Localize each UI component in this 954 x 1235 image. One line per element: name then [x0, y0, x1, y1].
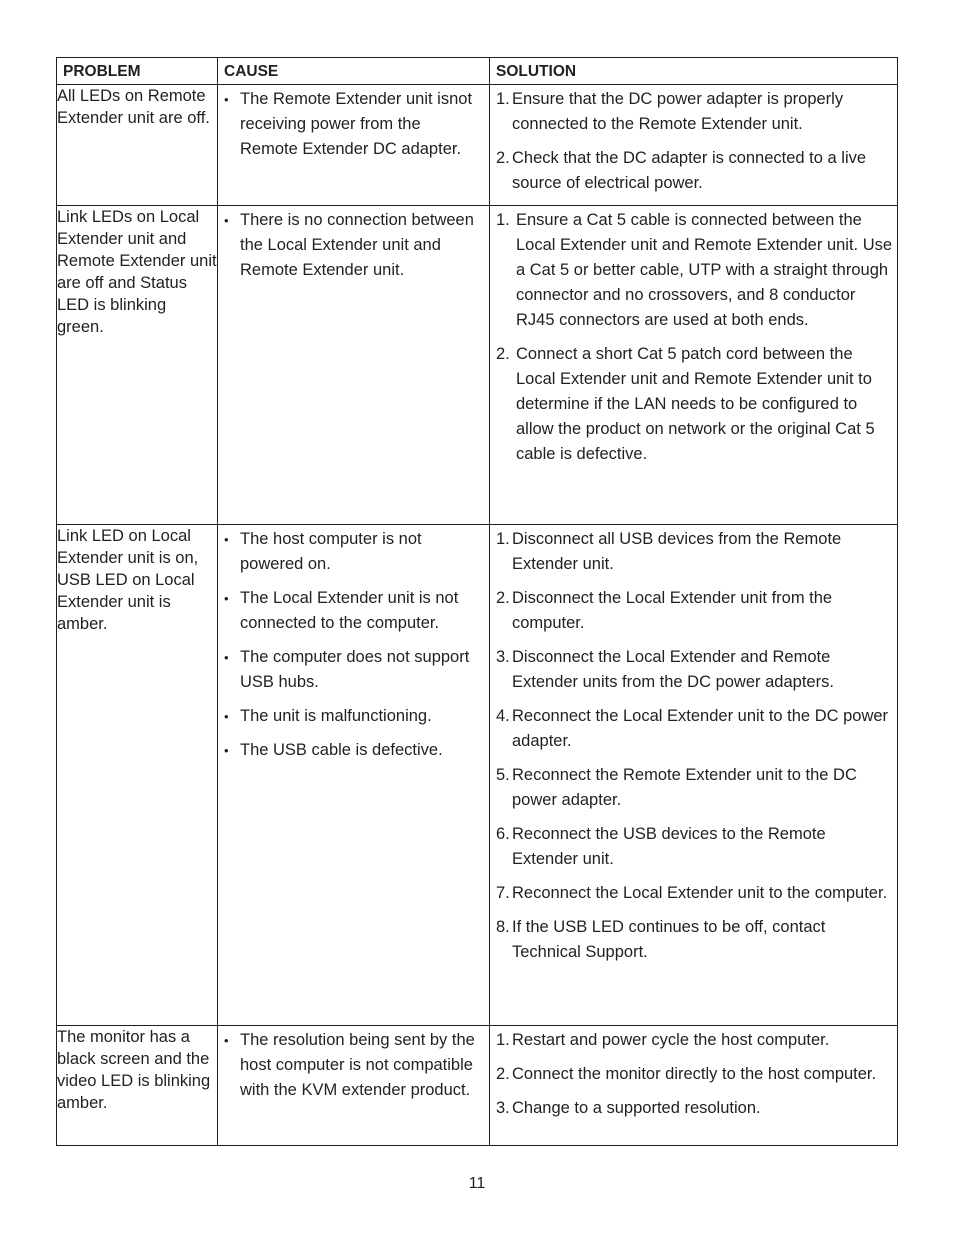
solution-list: [490, 206, 897, 467]
cause-item: [224, 738, 483, 763]
step-text: Connect the monitor directly to the host computer.: [512, 1065, 877, 1083]
bullet-icon: •: [224, 532, 229, 547]
step-text: Check that the DC adapter is connected to a live source of electrical power.: [512, 149, 867, 192]
solution-item: [496, 87, 893, 137]
step-text: If the USB LED continues to be off, contact Technical Support.: [512, 918, 826, 961]
solution-item: [496, 527, 893, 577]
cause-item: [224, 586, 483, 636]
step-text: Disconnect all USB devices from the Remote Extender unit.: [512, 530, 842, 573]
step-text: Ensure a Cat 5 cable is connected between the Local Extender unit and Remote Extender unit. Use a Cat 5 or better cable, UTP with a straight through connector and no crossovers, and 8 conductor RJ45 connectors are used at both ends.: [516, 211, 893, 329]
bullet-icon: •: [224, 743, 229, 758]
step-number: 3.: [496, 648, 510, 666]
step-number: 7.: [496, 884, 510, 902]
cause-text: The USB cable is defective.: [240, 741, 443, 759]
solution-list: [490, 85, 897, 196]
step-number: 2.: [496, 149, 510, 167]
solution-item: [496, 208, 893, 333]
step-text: Reconnect the Local Extender unit to the computer.: [512, 884, 888, 902]
cause-item: [224, 645, 483, 695]
bullet-icon: •: [224, 591, 229, 606]
cause-cell: [218, 85, 490, 206]
step-number: 2.: [496, 1065, 510, 1083]
solution-item: [496, 1028, 893, 1053]
bullet-icon: •: [224, 709, 229, 724]
problem-cell: All LEDs on Remote Extender unit are off.: [57, 85, 218, 206]
problem-cell: Link LEDs on Local Extender unit and Remote Extender unit are off and Status LED is blinking green.: [57, 206, 218, 525]
cause-list: [218, 1026, 489, 1103]
cause-cell: [218, 206, 490, 525]
solution-list: [490, 525, 897, 965]
header-row: [57, 58, 898, 85]
step-number: 2.: [496, 345, 510, 363]
solution-cell: [490, 206, 898, 525]
table-row: [57, 206, 898, 525]
step-text: Disconnect the Local Extender unit from the computer.: [512, 589, 833, 632]
solution-item: [496, 704, 893, 754]
cause-item: [224, 87, 483, 162]
solution-item: [496, 1062, 893, 1087]
step-text: Reconnect the Remote Extender unit to the DC power adapter.: [512, 766, 857, 809]
step-text: Connect a short Cat 5 patch cord between the Local Extender unit and Remote Extender unit to determine if the LAN needs to be configured to allow the product on network or the original Cat 5 cable is defective.: [516, 345, 875, 463]
solution-cell: [490, 525, 898, 1026]
cause-item: [224, 1028, 483, 1103]
header-solution: SOLUTION: [490, 58, 898, 85]
cause-list: [218, 525, 489, 763]
bullet-icon: •: [224, 1033, 229, 1048]
cause-text: The host computer is not powered on.: [240, 530, 422, 573]
solution-item: [496, 881, 893, 906]
solution-list: [490, 1026, 897, 1121]
table-row: [57, 1026, 898, 1146]
table-row: [57, 85, 898, 206]
solution-item: [496, 763, 893, 813]
cause-list: [218, 206, 489, 283]
cause-list: [218, 85, 489, 162]
step-number: 1.: [496, 211, 510, 229]
step-number: 8.: [496, 918, 510, 936]
cause-text: There is no connection between the Local Extender unit and Remote Extender unit.: [240, 211, 474, 279]
solution-item: [496, 822, 893, 872]
troubleshooting-table: [56, 57, 898, 1146]
cause-item: [224, 208, 483, 283]
bullet-icon: •: [224, 650, 229, 665]
cause-cell: [218, 1026, 490, 1146]
step-number: 4.: [496, 707, 510, 725]
step-text: Reconnect the Local Extender unit to the DC power adapter.: [512, 707, 889, 750]
solution-item: [496, 915, 893, 965]
step-number: 5.: [496, 766, 510, 784]
solution-item: [496, 1096, 893, 1121]
solution-cell: [490, 1026, 898, 1146]
step-number: 1.: [496, 530, 510, 548]
table-row: [57, 525, 898, 1026]
cause-text: The unit is malfunctioning.: [240, 707, 432, 725]
cause-item: [224, 527, 483, 577]
header-problem: PROBLEM: [57, 58, 218, 85]
step-text: Ensure that the DC power adapter is properly connected to the Remote Extender unit.: [512, 90, 844, 133]
page-number: 11: [468, 1175, 486, 1192]
cause-item: [224, 704, 483, 729]
bullet-icon: •: [224, 92, 229, 107]
solution-item: [496, 645, 893, 695]
step-number: 1.: [496, 90, 510, 108]
solution-item: [496, 586, 893, 636]
bullet-icon: •: [224, 213, 229, 228]
step-text: Restart and power cycle the host computer.: [512, 1031, 830, 1049]
step-number: 1.: [496, 1031, 510, 1049]
step-number: 6.: [496, 825, 510, 843]
step-number: 3.: [496, 1099, 510, 1117]
step-text: Reconnect the USB devices to the Remote Extender unit.: [512, 825, 826, 868]
step-number: 2.: [496, 589, 510, 607]
problem-cell: Link LED on Local Extender unit is on, USB LED on Local Extender unit is amber.: [57, 525, 218, 1026]
step-text: Change to a supported resolution.: [512, 1099, 761, 1117]
cause-text: The Local Extender unit is not connected to the computer.: [240, 589, 459, 632]
cause-text: The resolution being sent by the host computer is not compatible with the KVM extender product.: [240, 1031, 475, 1099]
header-cause: CAUSE: [218, 58, 490, 85]
step-text: Disconnect the Local Extender and Remote Extender units from the DC power adapters.: [512, 648, 834, 691]
solution-item: [496, 342, 893, 467]
cause-cell: [218, 525, 490, 1026]
cause-text: The Remote Extender unit isnot receiving power from the Remote Extender DC adapter.: [240, 90, 473, 158]
problem-cell: The monitor has a black screen and the video LED is blinking amber.: [57, 1026, 218, 1146]
cause-text: The computer does not support USB hubs.: [240, 648, 470, 691]
solution-item: [496, 146, 893, 196]
solution-cell: [490, 85, 898, 206]
